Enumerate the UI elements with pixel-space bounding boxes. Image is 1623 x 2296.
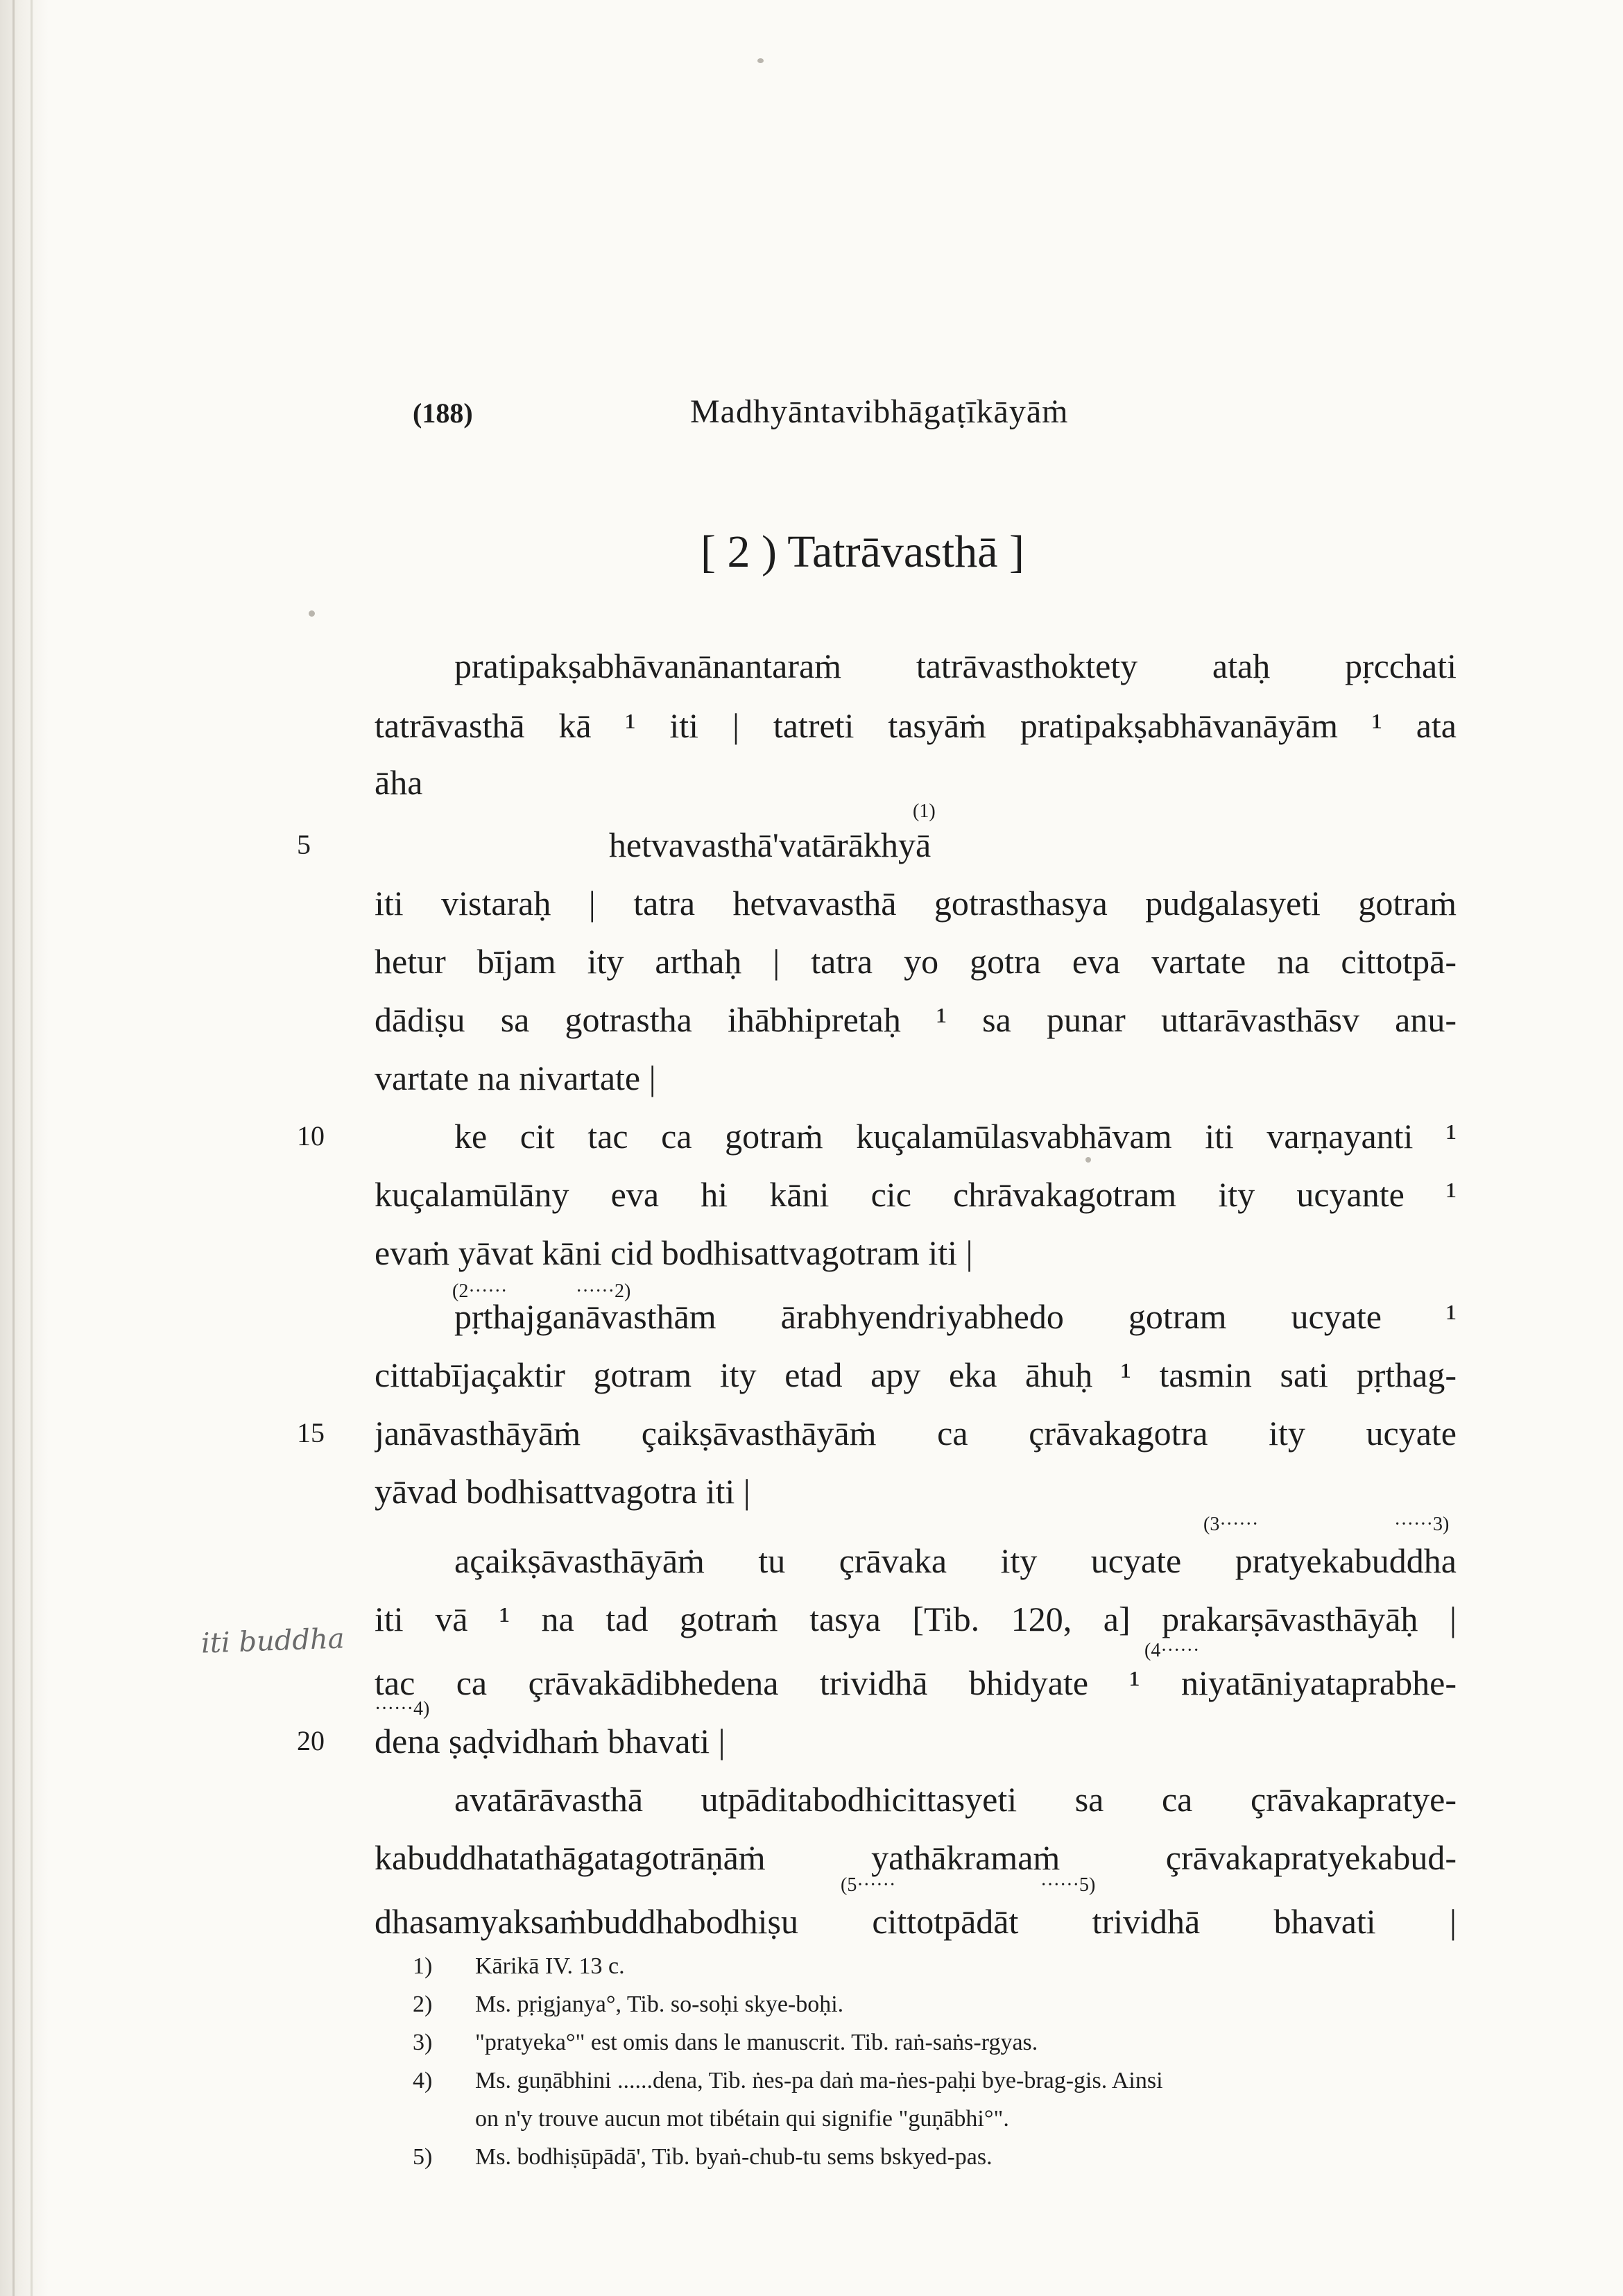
- line-number: 5: [297, 829, 311, 860]
- footnote-text: Kārikā IV. 13 c.: [475, 1953, 625, 1979]
- text-line-2: tatrāvasthā kā ¹ iti | tatreti tasyāṁ pratipakṣabhāvanāyām ¹ ata: [375, 706, 1457, 745]
- footnote-ref-2-open: (2······: [452, 1280, 508, 1302]
- page-heading: Madhyāntavibhāgaṭīkāyāṁ: [690, 393, 1069, 430]
- text-line-1: pratipakṣabhāvanānantaraṁ tatrāvasthoktety ataḥ pṛcchati: [454, 646, 1457, 685]
- text-line-5: iti vistaraḥ | tatra hetvavasthā gotrasthasya pudgalasyeti gotraṁ: [375, 884, 1457, 923]
- line-number: 20: [297, 1725, 325, 1756]
- footnote-ref-4-close: ······4): [375, 1698, 430, 1720]
- text-line-4: hetvavasthā'vatārākhyā: [608, 825, 931, 864]
- text-line-19: dena ṣaḍvidhaṁ bhavati |: [375, 1722, 725, 1760]
- line-number: 10: [297, 1120, 325, 1151]
- footnote-number: 2): [413, 1991, 433, 2017]
- footnote-text: Ms. bodhiṣūpādā', Tib. byaṅ-chub-tu sems bskyed-pas.: [475, 2144, 993, 2170]
- paper-speck: [757, 58, 764, 63]
- text-line-12: pṛthajganāvasthām ārabhyendriyabhedo gotram ucyate ¹: [454, 1297, 1457, 1336]
- text-line-21: kabuddhatathāgatagotrāṇāṁ yathākramaṁ çrāvakapratyekabud-: [375, 1838, 1457, 1877]
- footnote-1: [413, 1947, 1481, 1985]
- footnote-ref-1: (1): [913, 800, 936, 822]
- footnote-5: [413, 2138, 1481, 2176]
- page-binding-edge: [0, 0, 49, 2296]
- text-line-20: avatārāvasthā utpāditabodhicittasyeti sa ca çrāvakapratye-: [454, 1780, 1457, 1819]
- section-title: [ 2 ) Tatrāvasthā ]: [701, 526, 1024, 577]
- footnote-text: Ms. pṛigjanya°, Tib. so-soḥi skye-boḥi.: [475, 1991, 844, 2017]
- footnote-ref-5-open: (5······: [841, 1874, 896, 1896]
- text-line-13: cittabījaçaktir gotram ity etad apy eka āhuḥ ¹ tasmin sati pṛthag-: [375, 1355, 1457, 1394]
- footnote-ref-3-open: (3······: [1203, 1514, 1259, 1535]
- text-line-18: tac ca çrāvakādibhedena trividhā bhidyate ¹ niyatāniyataprabhe-: [375, 1663, 1457, 1702]
- text-line-14: janāvasthāyāṁ çaikṣāvasthāyāṁ ca çrāvakagotra ity ucyate: [375, 1414, 1457, 1453]
- text-line-22: dhasamyaksaṁbuddhabodhiṣu cittotpādāt trividhā bhavati |: [375, 1902, 1457, 1941]
- footnote-number: 3): [413, 2030, 433, 2055]
- paper-speck: [309, 610, 315, 617]
- footnote-2: [413, 1985, 1481, 2023]
- text-line-10: kuçalamūlāny eva hi kāni cic chrāvakagotram ity ucyante ¹: [375, 1175, 1457, 1214]
- text-line-3: āha: [375, 763, 423, 802]
- footnote-number: 4): [413, 2068, 433, 2093]
- text-line-17: iti vā ¹ na tad gotraṁ tasya [Tib. 120, a] prakarṣāvasthāyāḥ |: [375, 1600, 1457, 1638]
- footnote-ref-2-close: ······2): [576, 1280, 631, 1302]
- text-line-11: evaṁ yāvat kāni cid bodhisattvagotram iti |: [375, 1233, 973, 1272]
- footnote-4-continuation: on n'y trouve aucun mot tibétain qui signifie "guṇābhi°".: [475, 2106, 1009, 2132]
- page-number: (188): [413, 397, 473, 429]
- footnote-ref-5-close: ······5): [1040, 1874, 1096, 1896]
- footnote-number: 1): [413, 1953, 433, 1979]
- footnote-ref-4-open: (4······: [1144, 1640, 1200, 1661]
- line-number: 15: [297, 1417, 325, 1448]
- binding-shadow-line: [12, 0, 15, 2296]
- handwritten-margin-note: iti buddha: [200, 1622, 345, 1660]
- footnote-text: Ms. guṇābhini ......dena, Tib. ṅes-pa daṅ ma-ṅes-paḥi bye-brag-gis. Ainsi: [475, 2068, 1163, 2093]
- text-line-9: ke cit tac ca gotraṁ kuçalamūlasvabhāvam iti varṇayanti ¹: [454, 1117, 1457, 1156]
- footnote-text: "pratyeka°" est omis dans le manuscrit. Tib. raṅ-saṅs-rgyas.: [475, 2030, 1038, 2055]
- binding-shadow-line: [31, 0, 33, 2296]
- text-line-15: yāvad bodhisattvagotra iti |: [375, 1472, 750, 1511]
- text-line-6: hetur bījam ity arthaḥ | tatra yo gotra eva vartate na cittotpā-: [375, 942, 1457, 981]
- footnote-ref-3-close: ······3): [1394, 1514, 1450, 1535]
- footnote-3: [413, 2023, 1481, 2062]
- footnote-number: 5): [413, 2144, 433, 2170]
- text-line-16: açaikṣāvasthāyāṁ tu çrāvaka ity ucyate pratyekabuddha: [454, 1541, 1457, 1580]
- running-head: [413, 393, 1176, 448]
- footnote-4: [413, 2062, 1481, 2100]
- text-line-8: vartate na nivartate |: [375, 1059, 656, 1097]
- footnotes: [413, 1947, 1481, 2176]
- text-line-7: dādiṣu sa gotrastha ihābhipretaḥ ¹ sa punar uttarāvasthāsv anu-: [375, 1000, 1457, 1039]
